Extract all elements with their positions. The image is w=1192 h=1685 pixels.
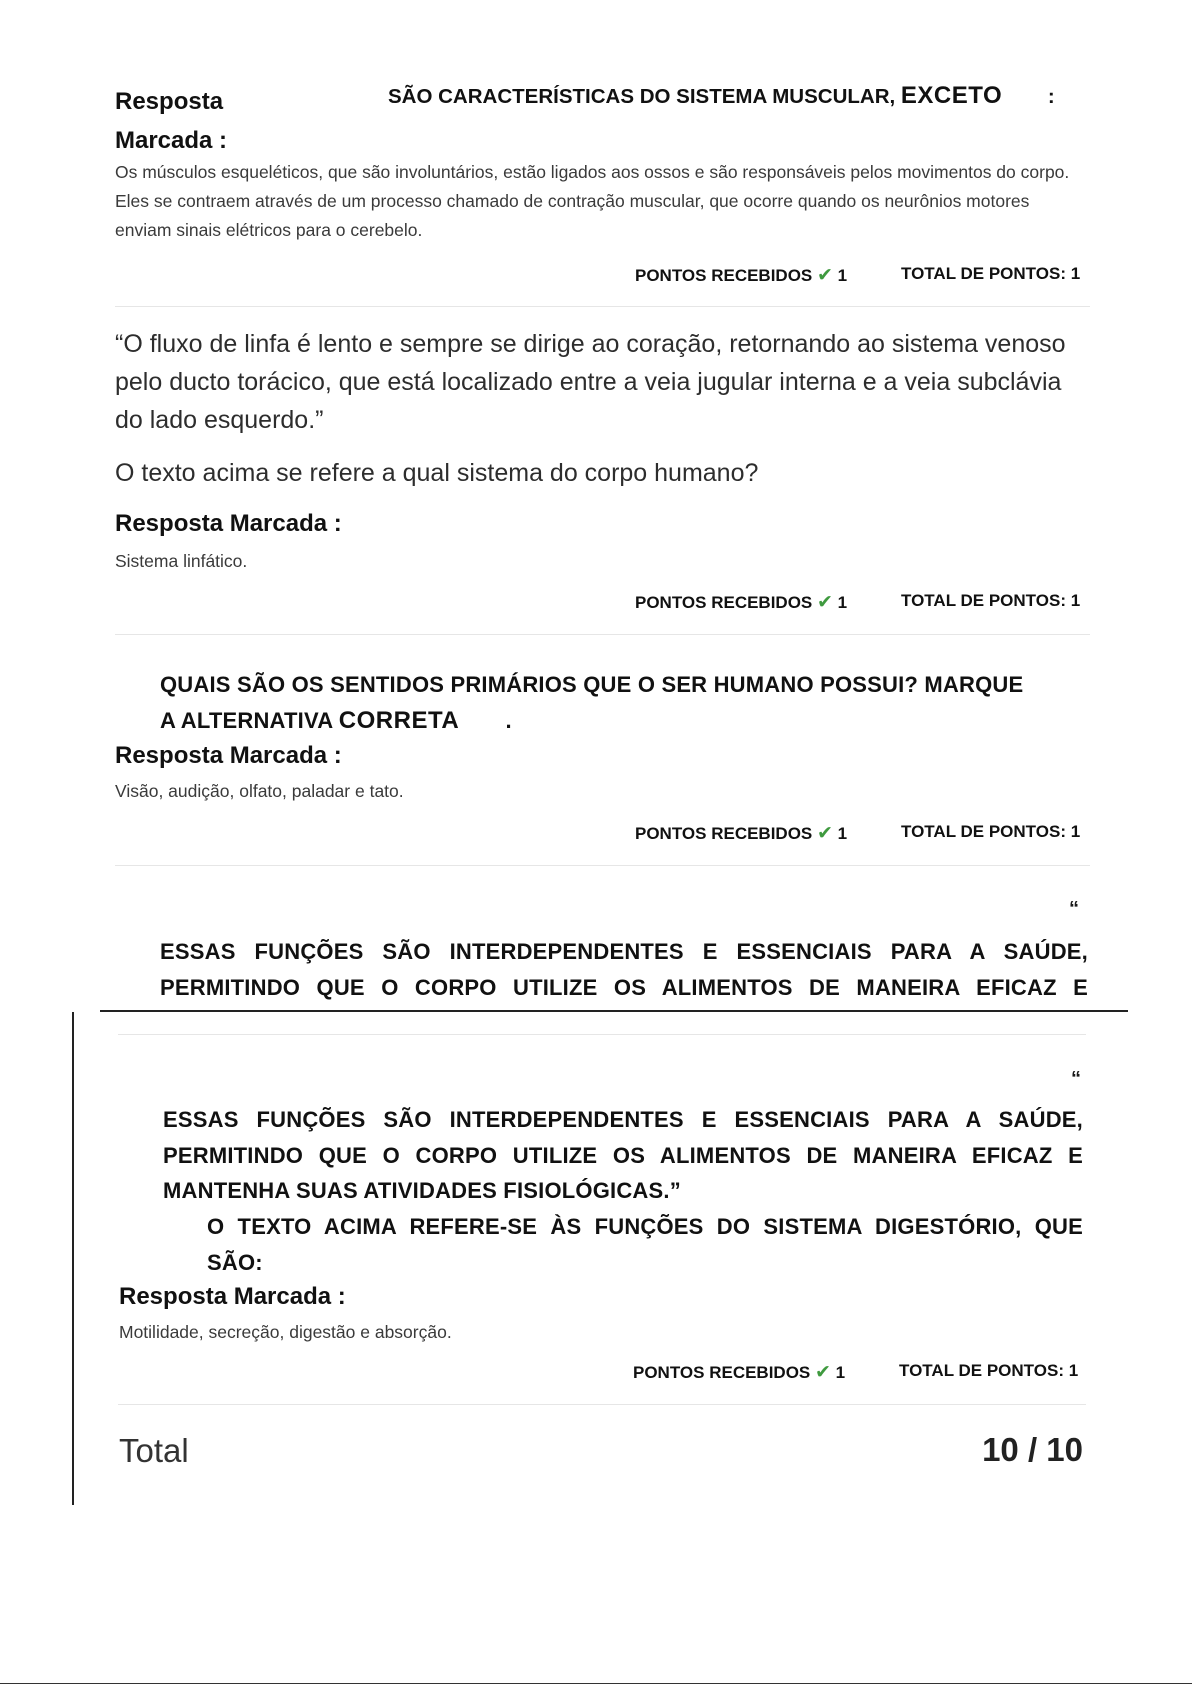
points-received	[635, 822, 847, 845]
points-received-value: 1	[837, 593, 848, 612]
marked-answer: Sistema linfático.	[115, 551, 248, 571]
question-line3: MANTENHA SUAS ATIVIDADES FISIOLÓGICAS.”	[163, 1178, 681, 1203]
marked-answer: Os músculos esqueléticos, que são involuntários, estão ligados aos ossos e são responsáveis pelos movimentos do corpo. Eles se contraem através de um processo chamado de contração muscular, que ocorre quando os neurônios motores enviam sinais elétricos para o cerebelo.	[115, 162, 1070, 240]
open-quote: “	[1071, 1068, 1081, 1090]
question-line1: ESSAS FUNÇÕES SÃO INTERDEPENDENTES E ESSENCIAIS PARA A SAÚDE,	[163, 1107, 1083, 1132]
open-quote: “	[1069, 898, 1079, 920]
total-points: TOTAL DE PONTOS: 1	[901, 822, 1081, 841]
answer-label: Resposta Marcada :	[115, 510, 342, 537]
points-received	[635, 591, 847, 614]
points-received-label: PONTOS RECEBIDOS	[635, 824, 813, 843]
marked-answer: Visão, audição, olfato, paladar e tato.	[115, 781, 404, 801]
total-points: TOTAL DE PONTOS: 1	[901, 591, 1081, 610]
question-emphasis: EXCETO	[900, 82, 1003, 109]
check-icon: ✔	[817, 592, 833, 613]
question-text-line1: O TEXTO ACIMA REFERE-SE ÀS FUNÇÕES DO SISTEMA DIGESTÓRIO, QUE	[207, 1214, 1083, 1239]
points-received	[635, 264, 847, 287]
total-points: TOTAL DE PONTOS: 1	[899, 1361, 1079, 1380]
answer-label-line1: Resposta	[115, 88, 224, 115]
points-received-label: PONTOS RECEBIDOS	[633, 1363, 811, 1382]
check-icon: ✔	[817, 823, 833, 844]
question-line1: QUAIS SÃO OS SENTIDOS PRIMÁRIOS QUE O SER HUMANO POSSUI? MARQUE	[160, 672, 1024, 697]
total-label: Total	[119, 1432, 189, 1469]
question-text-line2: SÃO:	[207, 1250, 263, 1275]
answer-label: Resposta Marcada :	[119, 1283, 346, 1310]
points-received-value: 1	[837, 266, 848, 285]
question-line2	[160, 707, 512, 735]
question-line2: PERMITINDO QUE O CORPO UTILIZE OS ALIMENTOS DE MANEIRA EFICAZ E	[160, 975, 1088, 1000]
check-icon: ✔	[815, 1362, 831, 1383]
points-received-label: PONTOS RECEBIDOS	[635, 266, 813, 285]
page-bottom-line	[0, 1683, 1192, 1684]
divider	[115, 865, 1090, 866]
answer-label-line2: Marcada :	[115, 127, 228, 154]
points-received	[633, 1361, 845, 1384]
question-quote: “O fluxo de linfa é lento e sempre se dirige ao coração, retornando ao sistema venoso pelo ducto torácico, que está localizado entre a veia jugular interna e a veia subclávia do lado esquerdo.”	[115, 330, 1066, 434]
check-icon: ✔	[817, 265, 833, 286]
divider	[118, 1404, 1086, 1405]
divider	[118, 1034, 1086, 1035]
divider	[115, 634, 1090, 635]
question-title	[388, 82, 1055, 110]
question-text: O texto acima se refere a qual sistema do corpo humano?	[115, 459, 759, 487]
page-cut-line	[100, 1010, 1128, 1012]
divider	[115, 306, 1090, 307]
marked-answer: Motilidade, secreção, digestão e absorção.	[119, 1322, 452, 1342]
question-text: SÃO CARACTERÍSTICAS DO SISTEMA MUSCULAR,	[388, 85, 896, 108]
total-points: TOTAL DE PONTOS: 1	[901, 264, 1081, 283]
total-score: 10 / 10	[982, 1431, 1083, 1468]
clip-left-border	[72, 1012, 74, 1505]
question-line2: PERMITINDO QUE O CORPO UTILIZE OS ALIMENTOS DE MANEIRA EFICAZ E	[163, 1143, 1083, 1168]
question-suffix: .	[505, 708, 512, 733]
answer-label: Resposta Marcada :	[115, 742, 342, 769]
points-received-label: PONTOS RECEBIDOS	[635, 593, 813, 612]
question-line1: ESSAS FUNÇÕES SÃO INTERDEPENDENTES E ESSENCIAIS PARA A SAÚDE,	[160, 939, 1088, 964]
question-suffix: :	[1047, 85, 1055, 108]
points-received-value: 1	[835, 1363, 846, 1382]
question-text: A ALTERNATIVA	[160, 708, 333, 733]
question-emphasis: CORRETA	[338, 707, 460, 734]
points-received-value: 1	[837, 824, 848, 843]
